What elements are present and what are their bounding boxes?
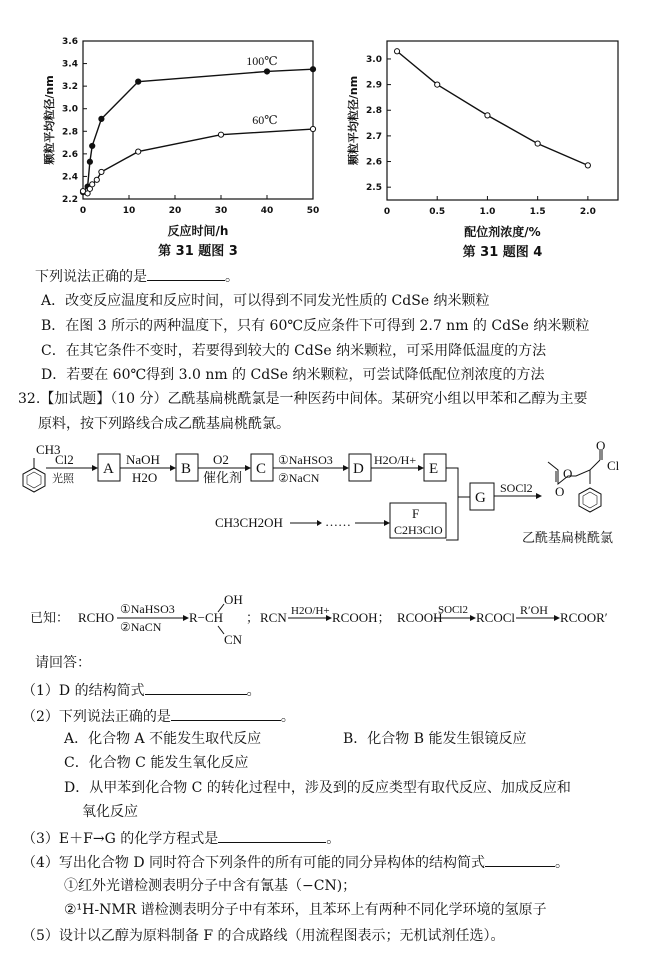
formula-text: 。 bbox=[326, 831, 341, 847]
series-label: 60℃ bbox=[252, 113, 278, 127]
formula-text: （1）D 的结构简式 bbox=[22, 683, 145, 699]
x-tick-label: 2.0 bbox=[579, 207, 596, 217]
x-axis-label: 配位剂浓度/% bbox=[464, 225, 541, 239]
formula-text: （3）E＋F→G 的化学方程式是 bbox=[22, 831, 219, 847]
formula-text: H2O/H+ bbox=[291, 605, 330, 617]
box-b: B bbox=[181, 461, 192, 477]
toluene-structure bbox=[23, 458, 45, 492]
figure-caption: 第 31 题图 3 bbox=[158, 244, 238, 259]
x-axis-label: 反应时间/h bbox=[167, 224, 229, 238]
q2-option-b: B．化合物 B 能发生银镜反应 bbox=[343, 731, 527, 747]
chart-fig3 bbox=[0, 20, 330, 260]
q2-option-c: C．化合物 C 能发生氧化反应 bbox=[64, 755, 249, 771]
condition-light: 光照 bbox=[52, 473, 74, 485]
known-reactions bbox=[0, 588, 650, 648]
data-point bbox=[264, 69, 269, 74]
y-tick-label: 2.6 bbox=[366, 157, 382, 168]
y-tick-label: 3.6 bbox=[62, 37, 78, 47]
y-axis-label: 颗粒平均粒径/nm bbox=[43, 75, 56, 165]
q4 bbox=[22, 852, 569, 872]
reagent-nacn: ②NaCN bbox=[278, 471, 320, 485]
chart-fig4 bbox=[330, 20, 650, 260]
data-point bbox=[90, 182, 95, 187]
box-d: D bbox=[353, 461, 364, 477]
q31-option-d: D．若要在 60℃得到 3.0 nm 的 CdSe 纳米颗粒，可尝试降低配位剂浓度的方法 bbox=[41, 367, 545, 383]
series-line bbox=[83, 129, 313, 193]
x-tick-label: 40 bbox=[260, 206, 274, 216]
y-tick-label: 2.4 bbox=[62, 172, 78, 183]
data-point bbox=[99, 116, 104, 121]
formula-text: 。 bbox=[280, 709, 295, 725]
box-c: C bbox=[256, 461, 267, 477]
data-point bbox=[394, 49, 399, 54]
data-point bbox=[310, 126, 315, 131]
q32-line1: 32.【加试题】（10 分）乙酰基扁桃酰氯是一种医药中间体。某研究小组以甲苯和乙醇为主要 bbox=[18, 391, 588, 407]
y-tick-label: 3.2 bbox=[62, 82, 78, 93]
product-structure bbox=[548, 450, 602, 512]
data-point bbox=[485, 113, 490, 118]
formula-text: RCHO bbox=[78, 610, 115, 625]
data-point bbox=[136, 149, 141, 154]
x-tick-label: 1.0 bbox=[479, 207, 496, 217]
q2-option-d-cont: 氧化反应 bbox=[82, 804, 138, 820]
answer-intro: 请回答： bbox=[35, 655, 91, 671]
data-point bbox=[435, 82, 440, 87]
formula-text: R−CH bbox=[189, 610, 224, 625]
q2-option-a: A．化合物 A 不能发生取代反应 bbox=[64, 731, 262, 747]
y-tick-label: 2.5 bbox=[366, 183, 382, 194]
formula-text: ①NaHSO3 bbox=[120, 602, 175, 616]
plot-frame bbox=[387, 41, 618, 200]
box-f: F bbox=[412, 506, 420, 521]
q5: （5）设计以乙醇为原料制备 F 的合成路线（用流程图表示；无机试剂任选）。 bbox=[22, 928, 505, 944]
ethanol-label: CH3CH2OH bbox=[215, 515, 283, 530]
q4-condition-2: ②¹H-NMR 谱检测表明分子中有苯环，且苯环上有两种不同化学环境的氢原子 bbox=[64, 902, 547, 918]
product-name: 乙酰基扁桃酰氯 bbox=[522, 530, 614, 545]
q4-condition-1: ①红外光谱检测表明分子中含有氰基（−CN)； bbox=[64, 878, 357, 894]
reagent-o2: O2 bbox=[213, 452, 229, 467]
series-label: 100℃ bbox=[246, 54, 278, 68]
q1 bbox=[22, 680, 261, 700]
plot-frame bbox=[83, 41, 313, 199]
reagent-socl2: SOCl2 bbox=[500, 481, 533, 495]
y-tick-label: 2.9 bbox=[366, 80, 382, 91]
reagent-cl2: Cl2 bbox=[55, 452, 74, 467]
data-point bbox=[585, 163, 590, 168]
formula-text: RCN bbox=[260, 610, 287, 625]
data-point bbox=[94, 177, 99, 182]
formula-text: RCOOH； bbox=[332, 610, 391, 625]
x-tick-label: 20 bbox=[168, 206, 182, 216]
q31-option-b: B．在图 3 所示的两种温度下，只有 60℃反应条件下可得到 2.7 nm 的 CdSe 纳米颗粒 bbox=[41, 318, 590, 334]
data-point bbox=[99, 169, 104, 174]
q2-option-d: D．从甲苯到化合物 C 的转化过程中，涉及到的反应类型有取代反应、加成反应和 bbox=[64, 780, 571, 796]
x-tick-label: 10 bbox=[122, 206, 136, 216]
reagent-nahso3: ①NaHSO3 bbox=[278, 453, 333, 467]
data-point bbox=[218, 132, 223, 137]
y-tick-label: 2.6 bbox=[62, 149, 78, 160]
y-tick-label: 2.2 bbox=[62, 195, 78, 205]
box-e: E bbox=[429, 461, 439, 477]
synthesis-scheme bbox=[0, 440, 650, 560]
formula-text: ； bbox=[246, 610, 260, 625]
x-tick-label: 30 bbox=[214, 206, 228, 216]
q3 bbox=[22, 828, 340, 848]
y-tick-label: 2.8 bbox=[366, 106, 382, 117]
y-tick-label: 3.4 bbox=[62, 59, 78, 70]
formula-text: 。 bbox=[555, 855, 570, 871]
q31-stem bbox=[35, 266, 239, 286]
box-a: A bbox=[103, 461, 114, 477]
y-tick-label: 3.0 bbox=[62, 104, 78, 115]
y-tick-label: 2.8 bbox=[62, 127, 78, 138]
formula-text: CN bbox=[224, 632, 243, 647]
formula-text: OH bbox=[224, 592, 243, 607]
y-axis-label: 颗粒平均粒径/nm bbox=[347, 75, 360, 166]
q2 bbox=[22, 706, 295, 726]
formula-text: RCOOR′ bbox=[560, 610, 608, 625]
series-line bbox=[397, 51, 588, 165]
condition-catalyst: 催化剂 bbox=[203, 470, 243, 485]
formula-text: RCOCl bbox=[476, 610, 516, 625]
data-point bbox=[310, 67, 315, 72]
data-point bbox=[535, 141, 540, 146]
formula-text: （4）写出化合物 D 同时符合下列条件的所有可能的同分异构体的结构简式 bbox=[22, 855, 486, 871]
acyl-o: O bbox=[596, 440, 606, 453]
data-point bbox=[87, 159, 92, 164]
formula-text: （2）下列说法正确的是 bbox=[22, 709, 171, 725]
y-tick-label: 2.7 bbox=[366, 131, 382, 142]
x-tick-label: 1.5 bbox=[529, 207, 546, 217]
figure-caption: 第 31 题图 4 bbox=[462, 245, 543, 260]
ch3-label: CH3 bbox=[36, 442, 61, 457]
x-tick-label: 0 bbox=[383, 207, 391, 217]
carbonyl-o: O bbox=[555, 484, 565, 499]
formula-text: 下列说法正确的是 bbox=[35, 269, 147, 285]
y-tick-label: 3.0 bbox=[366, 54, 382, 65]
formula-text: R′OH bbox=[520, 603, 548, 617]
formula-text: 。 bbox=[225, 269, 239, 285]
formula-text: 。 bbox=[246, 683, 261, 699]
formula-text: ②NaCN bbox=[120, 620, 162, 634]
reagent-hydrolysis: H2O/H+ bbox=[374, 453, 417, 467]
acyl-cl: Cl bbox=[607, 458, 620, 473]
formula-text: SOCl2 bbox=[438, 604, 468, 616]
x-tick-label: 50 bbox=[306, 206, 320, 216]
ester-o: O bbox=[563, 466, 573, 481]
formula-text: RCOOH bbox=[397, 610, 443, 625]
x-tick-label: 0 bbox=[79, 206, 87, 216]
known-label: 已知： bbox=[30, 610, 70, 625]
box-g: G bbox=[475, 490, 486, 506]
reagent-h2o: H2O bbox=[132, 470, 158, 485]
data-point bbox=[136, 79, 141, 84]
f-formula: C2H3ClO bbox=[394, 523, 443, 537]
q31-option-c: C．在其它条件不变时，若要得到较大的 CdSe 纳米颗粒，可采用降低温度的方法 bbox=[41, 343, 547, 359]
q31-option-a: A．改变反应温度和反应时间，可以得到不同发光性质的 CdSe 纳米颗粒 bbox=[41, 293, 490, 309]
data-point bbox=[90, 143, 95, 148]
reagent-naoh: NaOH bbox=[126, 452, 160, 467]
q32-line2: 原料，按下列路线合成乙酰基扁桃酰氯。 bbox=[38, 416, 290, 432]
x-tick-label: 0.5 bbox=[429, 207, 446, 217]
ellipsis: …… bbox=[325, 514, 351, 529]
